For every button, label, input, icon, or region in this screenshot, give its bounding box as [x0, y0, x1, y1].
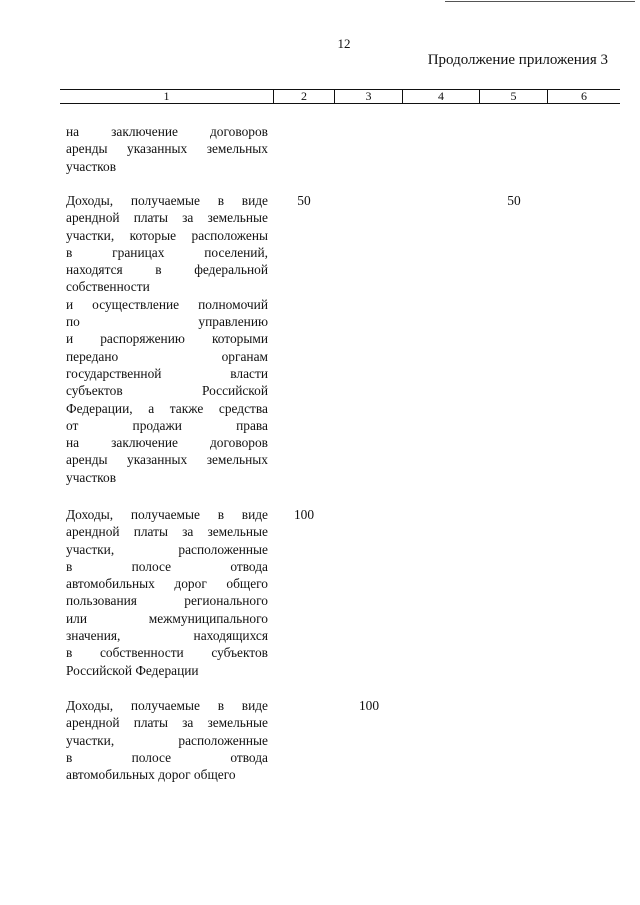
text-line: и распоряжению которыми	[66, 331, 268, 347]
text-line: аренды указанных земельных	[66, 452, 268, 468]
text-line: участков	[66, 158, 117, 174]
table-row-3-col2-value: 100	[293, 507, 315, 522]
table-row-2-col2-value: 50	[297, 193, 311, 208]
top-edge-rule	[445, 1, 635, 2]
text-line: значения, находящихся	[66, 628, 268, 644]
text-line: в полосе отвода	[66, 558, 268, 574]
text-line: на заключение договоров	[66, 435, 268, 451]
text-line: в полосе отвода	[66, 749, 268, 765]
text-line: и осуществление полномочий	[66, 296, 268, 312]
text-line: Федерации, а также средства	[66, 400, 268, 416]
text-line: субъектов Российской	[66, 383, 268, 399]
text-line: находятся в федеральной	[66, 262, 268, 278]
text-line: в собственности субъектов	[66, 645, 268, 661]
text-line: аренды указанных земельных	[66, 141, 268, 157]
table-row-4-description	[66, 697, 268, 783]
text-line: автомобильных дорог общего	[66, 767, 236, 783]
table-header-row	[60, 89, 620, 104]
text-line: в границах поселений,	[66, 244, 268, 260]
text-line: участков	[66, 469, 117, 485]
text-line: по управлению	[66, 314, 268, 330]
table-row-1-description	[66, 123, 268, 175]
text-line: от продажи права	[66, 417, 268, 433]
table-row-3-description	[66, 506, 268, 679]
text-line: на заключение договоров	[66, 124, 268, 139]
text-line: участки, которые расположены	[66, 227, 268, 243]
text-line: автомобильных дорог общего	[66, 576, 268, 592]
column-header-5: 5	[480, 90, 548, 103]
text-line: участки, расположенные	[66, 732, 268, 748]
text-line: Доходы, получаемые в виде	[66, 507, 268, 522]
text-line: Доходы, получаемые в виде	[66, 698, 268, 713]
text-line: или межмуниципального	[66, 610, 268, 626]
column-header-1: 1	[60, 90, 274, 103]
column-header-2: 2	[274, 90, 335, 103]
table-row-2-description	[66, 192, 268, 486]
page-number: 12	[337, 36, 351, 51]
text-line: участки, расположенные	[66, 541, 268, 557]
continuation-title: Продолжение приложения 3	[427, 52, 608, 68]
text-line: передано органам	[66, 348, 268, 364]
text-line: Российской Федерации	[66, 662, 199, 678]
text-line: арендной платы за земельные	[66, 715, 268, 731]
text-line: собственности	[66, 279, 150, 295]
text-line: арендной платы за земельные	[66, 524, 268, 540]
table-row-2-col5-value: 50	[507, 193, 521, 208]
text-line: Доходы, получаемые в виде	[66, 193, 268, 208]
text-line: государственной власти	[66, 365, 268, 381]
column-header-3: 3	[335, 90, 403, 103]
column-header-6: 6	[581, 89, 587, 103]
column-header-4: 4	[403, 90, 480, 103]
table-row-4-col3-value: 100	[358, 698, 380, 713]
text-line: арендной платы за земельные	[66, 210, 268, 226]
text-line: пользования регионального	[66, 593, 268, 609]
